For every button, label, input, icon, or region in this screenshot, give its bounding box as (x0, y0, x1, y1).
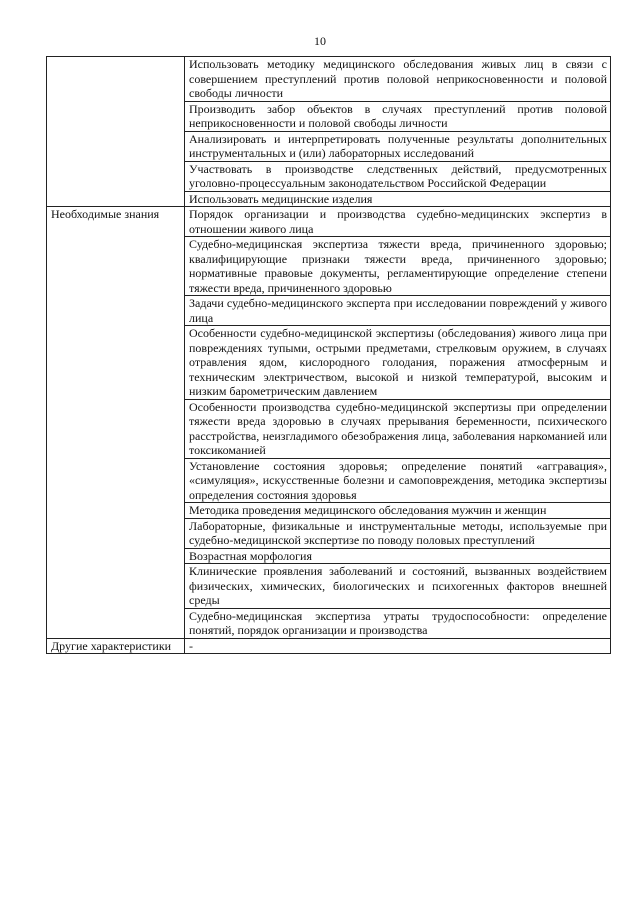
row-item-cell: Анализировать и интерпретировать полученные результаты дополнительных инструментальных и (или) лабораторных исследований (185, 131, 611, 161)
row-category-cell: Необходимые знания (47, 207, 185, 639)
row-category-cell: Другие характеристики (47, 638, 185, 654)
row-item-cell: Задачи судебно-медицинского эксперта при исследовании повреждений у живого лица (185, 296, 611, 326)
requirements-table (46, 56, 611, 654)
requirements-table-body (47, 57, 611, 654)
row-item-cell: Клинические проявления заболеваний и состояний, вызванных воздействием физических, химических, биологических и психогенных факторов внешней среды (185, 564, 611, 609)
row-item-cell: Возрастная морфология (185, 548, 611, 564)
row-item-cell: Судебно-медицинская экспертиза утраты трудоспособности: определение понятий, порядок организации и производства (185, 608, 611, 638)
row-item-cell: Порядок организации и производства судебно-медицинских экспертиз в отношении живого лица (185, 207, 611, 237)
row-item-cell: Использовать методику медицинского обследования живых лиц в связи с совершением преступлений против половой неприкосновенности и половой свободы личности (185, 57, 611, 102)
row-item-cell: Установление состояния здоровья; определение понятий «аггравация», «симуляция», искусственные болезни и самоповреждения, методика экспертизы определения состояния здоровья (185, 458, 611, 503)
row-item-cell: Участвовать в производстве следственных действий, предусмотренных уголовно-процессуальным законодательством Российской Федерации (185, 161, 611, 191)
row-item-cell: Методика проведения медицинского обследования мужчин и женщин (185, 503, 611, 519)
table-row (47, 57, 611, 102)
row-item-cell: Производить забор объектов в случаях преступлений против половой неприкосновенности и половой свободы личности (185, 101, 611, 131)
page-number: 10 (314, 34, 326, 48)
row-item-cell: - (185, 638, 611, 654)
row-item-cell: Использовать медицинские изделия (185, 191, 611, 207)
row-category-cell (47, 57, 185, 207)
table-row (47, 638, 611, 654)
row-item-cell: Особенности судебно-медицинской экспертизы (обследования) живого лица при повреждениях тупыми, острыми предметами, стрелковым оружием, в случаях отравления ядом, кислородного голодания, поражения атмосферным и техническим электричеством, высокой и низкой температурой, высоким и низким барометрическим давлением (185, 326, 611, 400)
row-item-cell: Лабораторные, физикальные и инструментальные методы, используемые при судебно-медицинской экспертизе по поводу половых преступлений (185, 518, 611, 548)
table-row (47, 207, 611, 237)
row-item-cell: Особенности производства судебно-медицинской экспертизы при определении тяжести вреда здоровью в случаях прерывания беременности, психического расстройства, неизгладимого обезображения лица, заболевания наркоманией или токсикоманией (185, 399, 611, 458)
row-item-cell: Судебно-медицинская экспертиза тяжести вреда, причиненного здоровью; квалифицирующие признаки тяжести вреда, причиненного здоровью; нормативные правовые документы, регламентирующие определение степени тяжести вреда, причиненного здоровью (185, 237, 611, 296)
